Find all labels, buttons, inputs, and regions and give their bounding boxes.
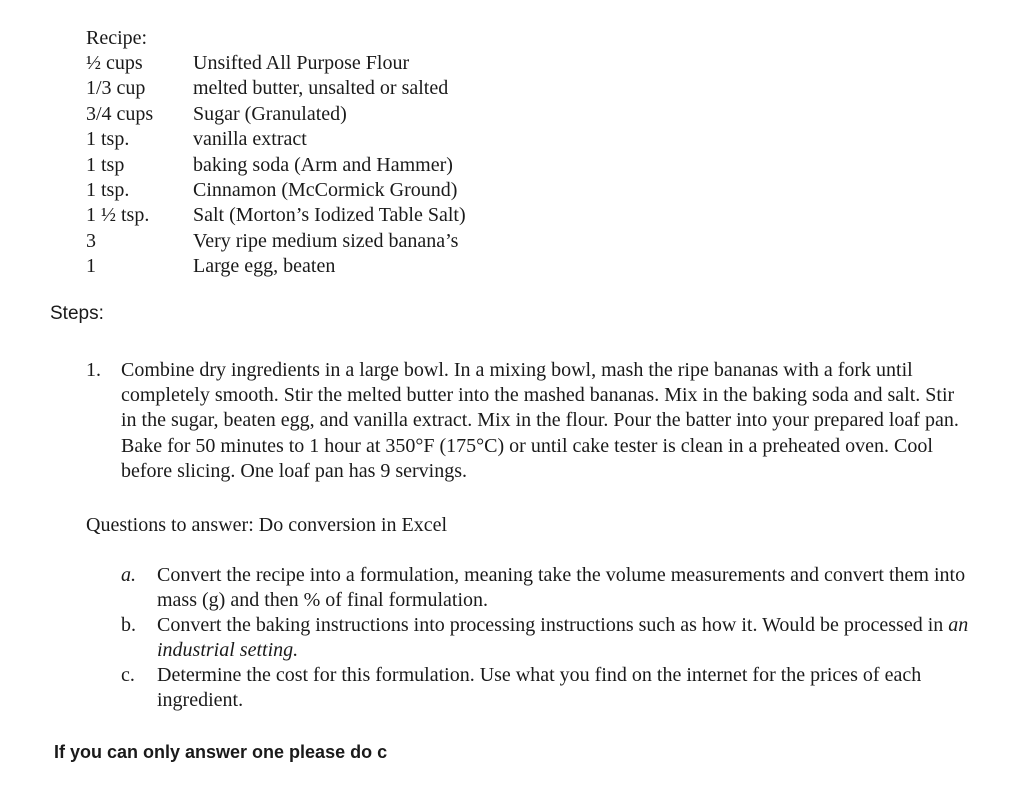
ingredient-quantity: 1 tsp bbox=[86, 153, 125, 176]
question-text-main: Convert the baking instructions into processing instructions such as how it. Would be processed in bbox=[157, 614, 949, 636]
step-text: Combine dry ingredients in a large bowl. In a mixing bowl, mash the ripe bananas with a fork until completely smooth. Stir the melted butter into the mashed bananas. Mix in the baking soda and salt. Stir in the sugar, beaten egg, and vanilla extract. Mix in the flour. Pour the batter into your prepared loaf pan. Bake for 50 minutes to 1 hour at 350°F (175°C) or until cake tester is clean in a preheated oven. Cool before slicing. One loaf pan has 9 servings. bbox=[121, 359, 959, 482]
ingredient-name: Very ripe medium sized banana’s bbox=[193, 229, 459, 252]
question-marker: a. bbox=[121, 564, 136, 586]
ingredient-quantity: 1 ½ tsp. bbox=[86, 204, 150, 227]
ingredient-quantity: 3 bbox=[86, 229, 96, 252]
step-number: 1. bbox=[86, 359, 101, 381]
ingredient-name: Cinnamon (McCormick Ground) bbox=[193, 179, 458, 201]
ingredient-name: melted butter, unsalted or salted bbox=[193, 77, 449, 100]
ingredient-name: vanilla extract bbox=[193, 128, 307, 151]
ingredient-quantity: 3/4 cups bbox=[86, 102, 154, 125]
ingredient-name: Sugar (Granulated) bbox=[193, 102, 347, 125]
ingredient-quantity: 1 tsp. bbox=[86, 179, 130, 201]
ingredient-quantity: 1/3 cup bbox=[86, 77, 146, 100]
ingredient-name: baking soda (Arm and Hammer) bbox=[193, 153, 453, 176]
question-text-emphasis: an industrial setting. bbox=[157, 614, 969, 661]
question-text bbox=[157, 613, 989, 663]
ingredient-quantity: 1 bbox=[86, 255, 96, 278]
question-text: Determine the cost for this formulation. Use what you find on the internet for the prices of each ingredient. bbox=[157, 664, 922, 711]
ingredient-name: Large egg, beaten bbox=[193, 255, 336, 278]
questions-heading: Questions to answer: Do conversion in Excel bbox=[86, 514, 448, 536]
ingredient-quantity: ½ cups bbox=[86, 52, 143, 74]
question-marker: c. bbox=[121, 664, 135, 686]
instruction-note: If you can only answer one please do c bbox=[54, 742, 388, 762]
ingredient-quantity: 1 tsp. bbox=[86, 128, 130, 151]
recipe-title: Recipe: bbox=[86, 27, 148, 49]
ingredient-name: Unsifted All Purpose Flour bbox=[193, 52, 410, 74]
steps-heading: Steps: bbox=[50, 303, 104, 324]
ingredient-name: Salt (Morton’s Iodized Table Salt) bbox=[193, 204, 466, 227]
question-text: Convert the recipe into a formulation, meaning take the volume measurements and convert them into mass (g) and then % of final formulation. bbox=[157, 564, 966, 611]
question-marker: b. bbox=[121, 614, 136, 636]
